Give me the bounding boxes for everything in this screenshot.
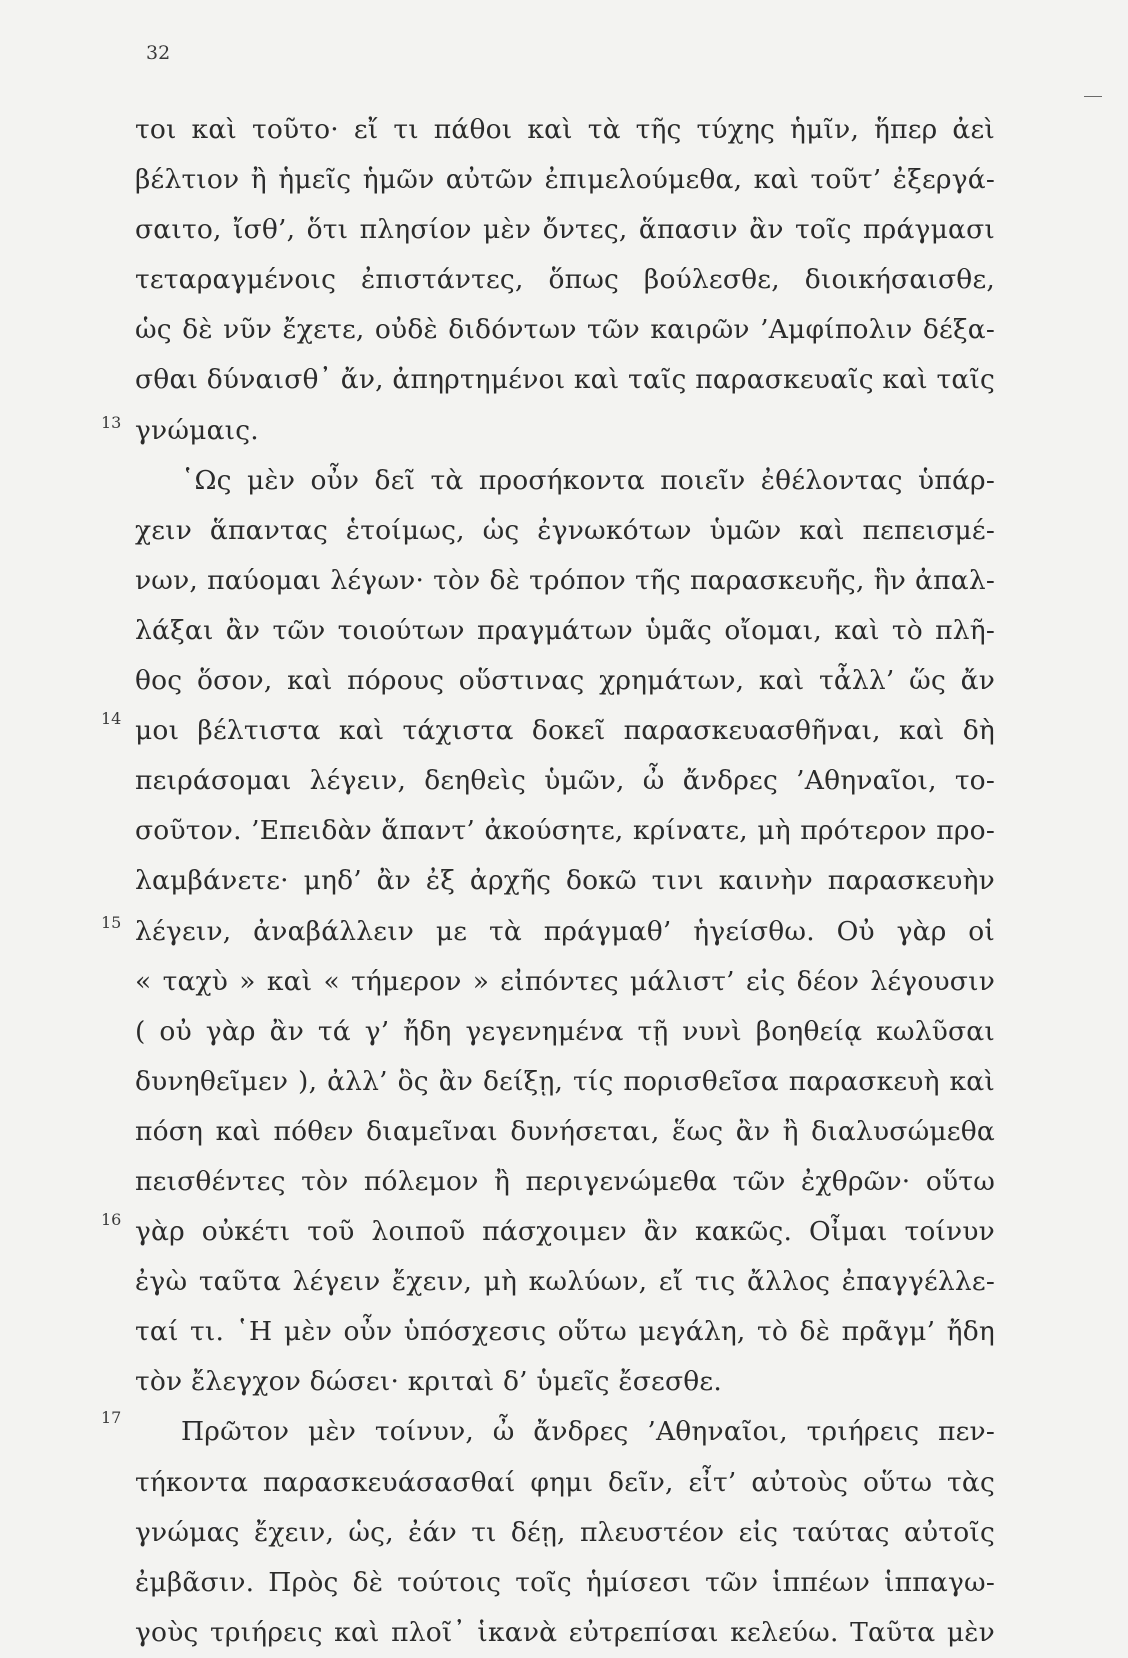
text-line: σαιτο, ἴσθ’, ὅτι πλησίον μὲν ὄντες, ἅπασιν ἂν τοῖς πράγμασι xyxy=(135,214,995,246)
text-line: « ταχὺ » καὶ « τήμερον » εἰπόντες μάλιστ’ εἰς δέον λέγουσιν xyxy=(135,965,995,997)
text-line: πειράσομαι λέγειν, δεηθεὶς ὑμῶν, ὦ ἄνδρες ’Αθηναῖοι, το- xyxy=(135,765,995,797)
text-line: λάξαι ἂν τῶν τοιούτων πραγμάτων ὑμᾶς οἴομαι, καὶ τὸ πλῆ- xyxy=(135,614,995,646)
text-line: γνώμαις. xyxy=(135,414,259,446)
text-line: Πρῶτον μὲν τοίνυν, ὦ ἄνδρες ’Αθηναῖοι, τριήρεις πεν- xyxy=(181,1416,995,1448)
page-number: 32 xyxy=(146,42,171,64)
text-line: λαμβάνετε· μηδ’ ἂν ἐξ ἀρχῆς δοκῶ τινι καινὴν παρασκευὴν xyxy=(135,865,995,897)
text-line: τοι καὶ τοῦτο· εἴ τι πάθοι καὶ τὰ τῆς τύχης ἡμῖν, ἥπερ ἀεὶ xyxy=(135,114,995,145)
text-line: ταί τι. ῾Η μὲν οὖν ὑπόσχεσις οὕτω μεγάλη, τὸ δὲ πρᾶγμ’ ἤδη xyxy=(135,1316,995,1348)
text-line: ἐμβᾶσιν. Πρὸς δὲ τούτοις τοῖς ἡμίσεσι τῶν ἱππέων ἱππαγω- xyxy=(135,1566,995,1598)
text-line: σθαι δύναισθ᾽ ἄν, ἀπηρτημένοι καὶ ταῖς παρασκευαῖς καὶ ταῖς xyxy=(135,364,996,396)
text-line: πεισθέντες τὸν πόλεμον ἢ περιγενώμεθα τῶν ἐχθρῶν· οὕτω xyxy=(135,1165,995,1197)
text-line: γοὺς τριήρεις καὶ πλοῖ᾽ ἱκανὰ εὐτρεπίσαι κελεύω. Ταῦτα μὲν xyxy=(135,1616,995,1648)
section-number-13: 13 xyxy=(101,413,122,432)
body-text xyxy=(135,105,995,1658)
text-line: ἐγὼ ταῦτα λέγειν ἔχειν, μὴ κωλύων, εἴ τις ἄλλος ἐπαγγέλλε- xyxy=(135,1266,995,1298)
text-line: τεταραγμένοις ἐπιστάντες, ὅπως βούλεσθε, διοικήσαισθε, xyxy=(135,264,995,296)
text-line: γνώμας ἔχειν, ὡς, ἐάν τι δέῃ, πλευστέον εἰς ταύτας αὐτοῖς xyxy=(135,1516,995,1548)
text-line: τήκοντα παρασκευάσασθαί φημι δεῖν, εἶτ’ αὐτοὺς οὕτω τὰς xyxy=(135,1466,995,1498)
section-number-16: 16 xyxy=(101,1210,122,1229)
text-line: γὰρ οὐκέτι τοῦ λοιποῦ πάσχοιμεν ἂν κακῶς. Οἶμαι τοίνυν xyxy=(135,1216,995,1248)
text-line: μοι βέλτιστα καὶ τάχιστα δοκεῖ παρασκευασθῆναι, καὶ δὴ xyxy=(135,715,995,747)
text-line: νων, παύομαι λέγων· τὸν δὲ τρόπον τῆς παρασκευῆς, ἣν ἀπαλ- xyxy=(135,564,995,596)
text-line: λέγειν, ἀναβάλλειν με τὰ πράγμαθ’ ἡγείσθω. Οὐ γὰρ οἱ xyxy=(135,915,995,947)
margin-mark xyxy=(1084,96,1102,97)
text-line: ὡς δὲ νῦν ἔχετε, οὐδὲ διδόντων τῶν καιρῶν ’Αμφίπολιν δέξα- xyxy=(135,314,995,346)
text-line: ( οὐ γὰρ ἂν τά γ’ ἤδη γεγενημένα τῇ νυνὶ βοηθείᾳ κωλῦσαι xyxy=(135,1015,995,1047)
text-line: δυνηθεῖμεν ), ἀλλ’ ὃς ἂν δείξῃ, τίς πορισθεῖσα παρασκευὴ καὶ xyxy=(135,1065,995,1097)
text-line: θος ὅσον, καὶ πόρους οὕστινας χρημάτων, καὶ τἆλλ’ ὥς ἄν xyxy=(135,665,995,697)
text-line: χειν ἅπαντας ἑτοίμως, ὡς ἐγνωκότων ὑμῶν καὶ πεπεισμέ- xyxy=(135,514,995,546)
text-line: τὸν ἔλεγχον δώσει· κριταὶ δ’ ὑμεῖς ἔσεσθε. xyxy=(135,1366,722,1398)
section-number-17: 17 xyxy=(101,1408,122,1427)
section-number-15: 15 xyxy=(101,913,122,932)
text-line: βέλτιον ἢ ἡμεῖς ἡμῶν αὐτῶν ἐπιμελούμεθα, καὶ τοῦτ’ ἐξεργά- xyxy=(135,164,995,196)
text-line: σοῦτον. ’Επειδὰν ἅπαντ’ ἀκούσητε, κρίνατε, μὴ πρότερον προ- xyxy=(135,815,995,847)
section-number-14: 14 xyxy=(101,709,122,728)
text-line: πόση καὶ πόθεν διαμεῖναι δυνήσεται, ἕως ἂν ἢ διαλυσώμεθα xyxy=(135,1115,995,1147)
text-line: ῾Ως μὲν οὖν δεῖ τὰ προσήκοντα ποιεῖν ἐθέλοντας ὑπάρ- xyxy=(181,464,995,496)
